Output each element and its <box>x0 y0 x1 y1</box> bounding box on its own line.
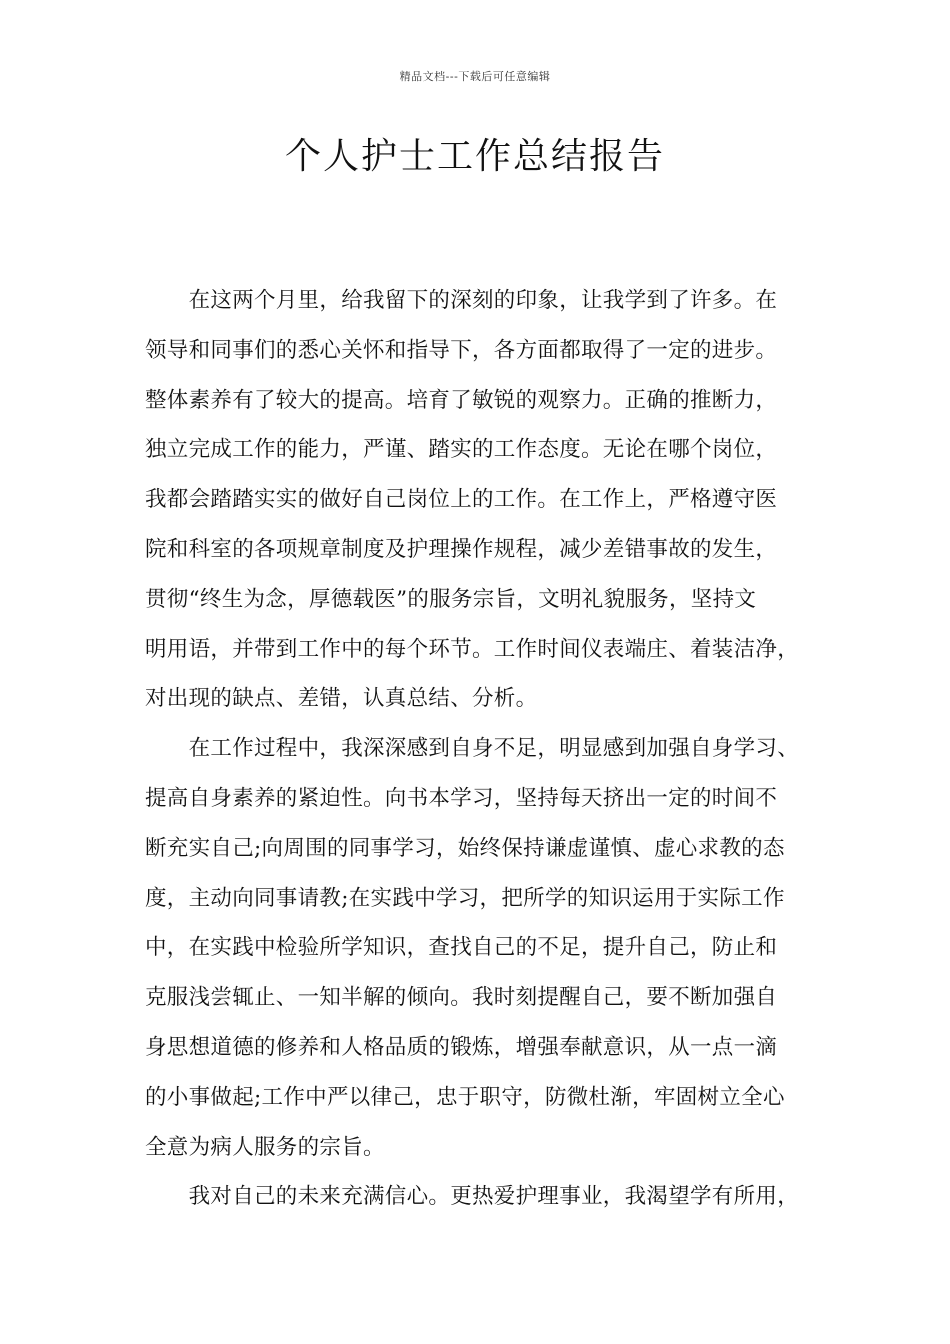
text-line: 在工作过程中，我深深感到自身不足，明显感到加强自身学习、 <box>145 736 800 762</box>
text-line: 全意为病人服务的宗旨。 <box>145 1134 385 1160</box>
text-line: 度，主动向同事请教;在实践中学习，把所学的知识运用于实际工作 <box>145 885 785 911</box>
text-line: 在这两个月里，给我留下的深刻的印象，让我学到了许多。在 <box>145 288 778 313</box>
document-title: 个人护士工作总结报告 <box>284 136 665 177</box>
text-line: 断充实自己;向周围的同事学习，始终保持谦虚谨慎、虚心求教的态 <box>145 835 785 861</box>
text-line: 明用语，并带到工作中的每个环节。工作时间仪表端庄、着装洁净， <box>145 636 800 662</box>
text-line: 整体素养有了较大的提高。培育了敏锐的观察力。正确的推断力， <box>145 387 778 413</box>
header-note: 精品文档---下载后可任意编辑 <box>399 70 551 83</box>
text-line: 中，在实践中检验所学知识，查找自己的不足，提升自己，防止和 <box>145 935 778 961</box>
text-line: 的小事做起;工作中严以律己，忠于职守，防微杜渐，牢固树立全心 <box>145 1084 785 1110</box>
text-line: 院和科室的各项规章制度及护理操作规程，减少差错事故的发生， <box>145 536 778 562</box>
text-line: 克服浅尝辄止、一知半解的倾向。我时刻提醒自己，要不断加强自 <box>145 985 778 1011</box>
text-line: 身思想道德的修养和人格品质的锻炼，增强奉献意识，从一点一滴 <box>145 1034 778 1060</box>
body-text <box>145 276 835 1222</box>
text-line: 领导和同事们的悉心关怀和指导下，各方面都取得了一定的进步。 <box>145 337 778 363</box>
text-line: 我都会踏踏实实的做好自己岗位上的工作。在工作上，严格遵守医 <box>145 487 778 513</box>
text-line: 对出现的缺点、差错，认真总结、分析。 <box>145 686 538 712</box>
text-line: 独立完成工作的能力，严谨、踏实的工作态度。无论在哪个岗位， <box>145 437 778 463</box>
text-line: 提高自身素养的紧迫性。向书本学习，坚持每天挤出一定的时间不 <box>145 785 778 811</box>
text-line: 贯彻“终生为念，厚德载医”的服务宗旨，文明礼貌服务，坚持文 <box>145 586 757 612</box>
text-line: 我对自己的未来充满信心。更热爱护理事业，我渴望学有所用， <box>145 1184 800 1210</box>
